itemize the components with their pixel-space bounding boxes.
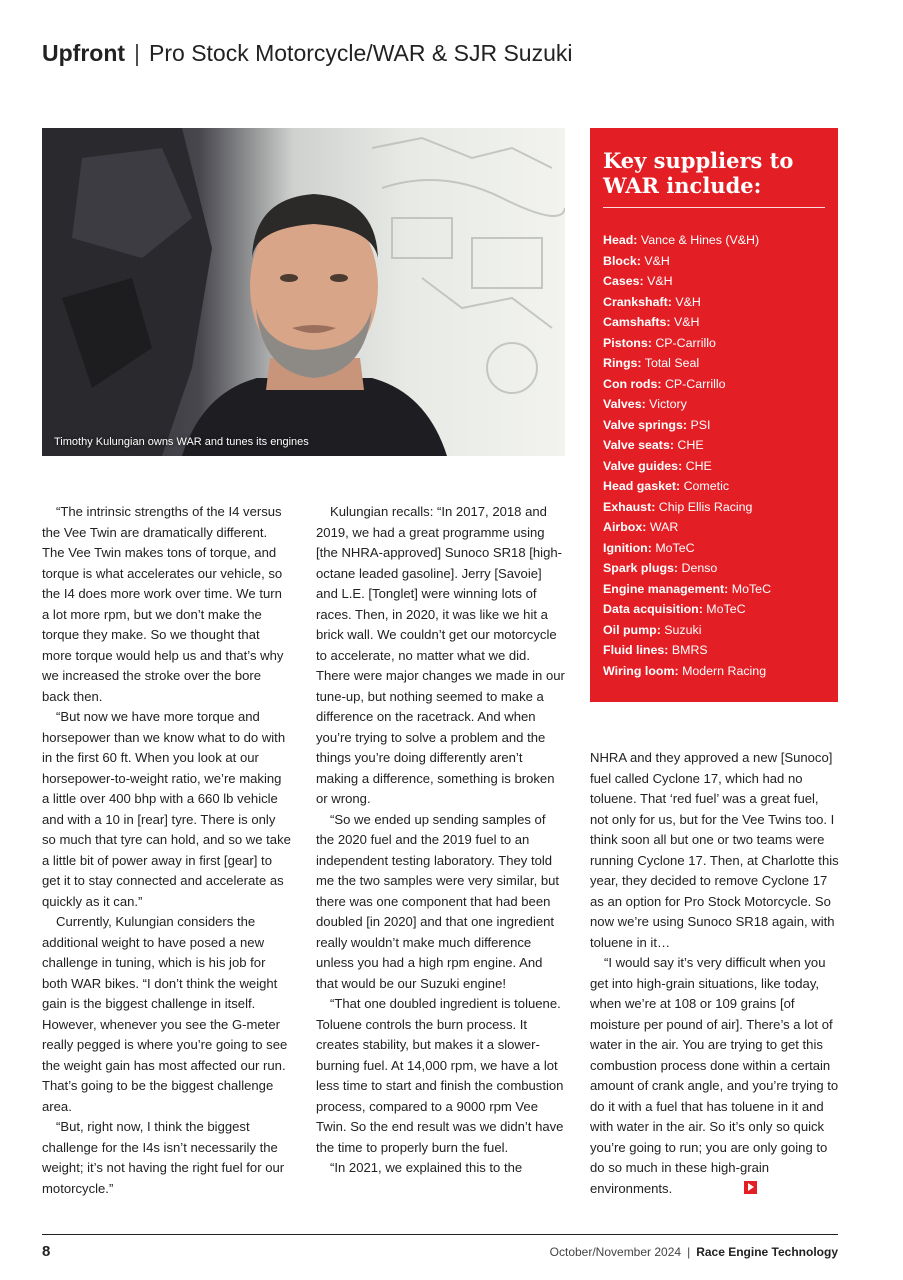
- supplier-key: Camshafts:: [603, 315, 671, 329]
- paragraph: NHRA and they approved a new [Sunoco] fuel called Cyclone 17, which had no toluene. That ‘red fuel’ was a great fuel, not only for us, but for the Vee Twins too. I think soon all but one or two teams were running Cyclone 17. Then, at Charlotte this year, they decided to remove Cyclone 17 as an option for Pro Stock Motorcycle. So now we’re using Sunoco SR18 again, with toluene in it…: [590, 750, 839, 950]
- supplier-key: Rings:: [603, 356, 642, 370]
- page-header: [42, 40, 573, 67]
- supplier-value: Chip Ellis Racing: [658, 499, 753, 514]
- supplier-item: [603, 620, 825, 641]
- supplier-item: [603, 415, 825, 436]
- paragraph-text: “I would say it’s very difficult when you get into high-grain situations, like today, when we’re at 108 or 109 grains [of moisture per pound of air]. There’s a lot of water in the air. You are trying to get this combustion process done within a certain amount of crank angle, and you’re trying to do it with a fuel that has toluene in it and with water in the air. So it’s only so quick you’re going to run; you are only going to do so much in these high-grain environments.: [590, 955, 839, 1196]
- supplier-value: MoTeC: [706, 602, 746, 616]
- magazine-name: Race Engine Technology: [696, 1245, 838, 1259]
- supplier-item: [603, 292, 825, 313]
- supplier-item: [603, 579, 825, 600]
- supplier-value: MoTeC: [731, 581, 772, 596]
- article-column-2: [316, 502, 566, 1179]
- supplier-item: [603, 456, 825, 477]
- header-separator: |: [134, 40, 141, 66]
- supplier-item: [603, 661, 825, 682]
- supplier-item: [603, 558, 825, 579]
- supplier-key: Head gasket:: [603, 479, 681, 493]
- article-column-3: [590, 748, 840, 1199]
- supplier-key: Pistons:: [603, 335, 652, 350]
- supplier-value: CP-Carrillo: [664, 376, 726, 391]
- supplier-item: [603, 312, 825, 333]
- supplier-item: [603, 271, 825, 292]
- paragraph: “But now we have more torque and horsepower than we know what to do with in the first 60 ft. When you look at our horsepower-to-weight ratio, we’re making a little over 400 bhp with a 660 lb vehicle and with a 10 in [rear] tyre. There is only so much that tyre can hold, and so we take a little bit of power away in first [gear] to get it to stay connected and accelerate as quickly as it can.”: [42, 709, 291, 909]
- supplier-item: [603, 333, 825, 354]
- supplier-item: [603, 517, 825, 538]
- supplier-item: [603, 435, 825, 456]
- paragraph: “But, right now, I think the biggest challenge for the I4s isn’t necessarily the weight; it’s not having the right fuel for our motorcycle.”: [42, 1119, 285, 1196]
- section-label: Upfront: [42, 40, 126, 66]
- supplier-value: CHE: [685, 458, 712, 473]
- photo-caption: Timothy Kulungian owns WAR and tunes its engines: [54, 436, 309, 448]
- page-number: 8: [42, 1243, 51, 1260]
- supplier-key: Engine management:: [603, 581, 729, 596]
- footer-divider: [42, 1234, 838, 1235]
- supplier-key: Spark plugs:: [603, 561, 679, 575]
- footer-separator: |: [687, 1245, 691, 1259]
- supplier-value: PSI: [690, 417, 711, 432]
- supplier-value: V&H: [644, 253, 670, 268]
- supplier-key: Data acquisition:: [603, 602, 703, 616]
- article-end-icon: [744, 1181, 757, 1194]
- supplier-key: Valves:: [603, 397, 646, 411]
- page-title: Pro Stock Motorcycle/WAR & SJR Suzuki: [149, 40, 573, 66]
- paragraph: “The intrinsic strengths of the I4 versus the Vee Twin are dramatically different. The Vee Twin makes tons of torque, and torque is what accelerates our vehicle, so the I4 does more work over time. We turn a lot more rpm, but we don’t make the torque they make. So we thought that more torque would help us and that’s why we increased the stroke over the bore back then.: [42, 504, 284, 704]
- portrait-illustration: [42, 128, 565, 456]
- supplier-value: Total Seal: [644, 356, 700, 370]
- supplier-value: MoTeC: [655, 540, 695, 555]
- supplier-key: Wiring loom:: [603, 663, 679, 678]
- paragraph: “In 2021, we explained this to the: [330, 1160, 523, 1175]
- supplier-value: Denso: [681, 561, 718, 575]
- paragraph: Kulungian recalls: “In 2017, 2018 and 2019, we had a great programme using [the NHRA-approved] Sunoco SR18 [high-octane leaded gasoline]. Jerry [Savoie] and L.E. [Tonglet] were winning lots of races. Then, in 2020, it was like we hit a brick wall. We couldn’t get our motorcycle to accelerate, no matter what we did. There were major changes we made in our tune-up, but nothing seemed to make a difference on the racetrack. And when you’re trying to solve a problem and the things you’re doing differently aren’t making a difference, something is broken or wrong.: [316, 504, 565, 806]
- supplier-key: Ignition:: [603, 540, 652, 555]
- supplier-value: Vance & Hines (V&H): [640, 233, 760, 247]
- supplier-value: Modern Racing: [682, 663, 767, 678]
- supplier-key: Airbox:: [603, 520, 647, 534]
- supplier-key: Valve springs:: [603, 417, 688, 432]
- paragraph: [590, 953, 840, 1199]
- supplier-value: BMRS: [671, 643, 708, 657]
- supplier-value: CP-Carrillo: [655, 335, 716, 350]
- supplier-item: [603, 394, 825, 415]
- supplier-key: Fluid lines:: [603, 643, 669, 657]
- article-column-1: [42, 502, 292, 1199]
- supplier-item: [603, 374, 825, 395]
- supplier-key: Crankshaft:: [603, 294, 672, 309]
- supplier-item: [603, 251, 825, 272]
- supplier-value: WAR: [649, 520, 679, 534]
- supplier-key: Valve guides:: [603, 458, 683, 473]
- supplier-key: Oil pump:: [603, 622, 661, 637]
- supplier-item: [603, 599, 825, 620]
- supplier-item: [603, 538, 825, 559]
- sidebar-divider: [603, 207, 825, 208]
- supplier-item: [603, 497, 825, 518]
- footer-issue-info: [550, 1245, 838, 1259]
- supplier-item: [603, 640, 825, 661]
- paragraph: “That one doubled ingredient is toluene. Toluene controls the burn process. It creates stability, but makes it a slower-burning fuel. At 14,000 rpm, we have a lot less time to start and finish the combustion process, compared to a 9000 rpm Vee Twin. So the end result was we didn’t have the time to properly burn the fuel.: [316, 996, 564, 1155]
- article-photo: [42, 128, 565, 456]
- supplier-value: V&H: [675, 294, 701, 309]
- supplier-value: V&H: [647, 274, 673, 288]
- key-suppliers-box: [590, 128, 838, 702]
- supplier-value: V&H: [673, 315, 700, 329]
- paragraph: Currently, Kulungian considers the additional weight to have posed a new challenge in tuning, which is his job for both WAR bikes. “I don’t think the weight gain is the biggest challenge in itself. However, whenever you see the G-meter really pegged is where you’re going to see the weight gain has most affected our run. That’s going to be the biggest challenge area.: [42, 914, 288, 1114]
- supplier-key: Valve seats:: [603, 438, 674, 452]
- supplier-value: Victory: [649, 397, 687, 411]
- supplier-value: Suzuki: [664, 622, 702, 637]
- supplier-key: Block:: [603, 253, 641, 268]
- supplier-value: Cometic: [683, 479, 730, 493]
- supplier-item: [603, 353, 825, 374]
- supplier-key: Cases:: [603, 274, 644, 288]
- paragraph: “So we ended up sending samples of the 2020 fuel and the 2019 fuel to an independent testing laboratory. They told me the two samples were very similar, but there was one component that had been doubled [in 2020] and that one ingredient really wouldn’t make much difference unless you had a high rpm engine. And that would be our Suzuki engine!: [316, 811, 560, 991]
- supplier-item: [603, 230, 825, 251]
- supplier-key: Exhaust:: [603, 499, 656, 514]
- supplier-key: Con rods:: [603, 376, 662, 391]
- supplier-item: [603, 476, 825, 497]
- sidebar-title: Key suppliers to WAR include:: [603, 148, 794, 198]
- issue-date: October/November 2024: [549, 1245, 682, 1259]
- supplier-value: CHE: [677, 438, 704, 452]
- supplier-key: Head:: [603, 233, 638, 247]
